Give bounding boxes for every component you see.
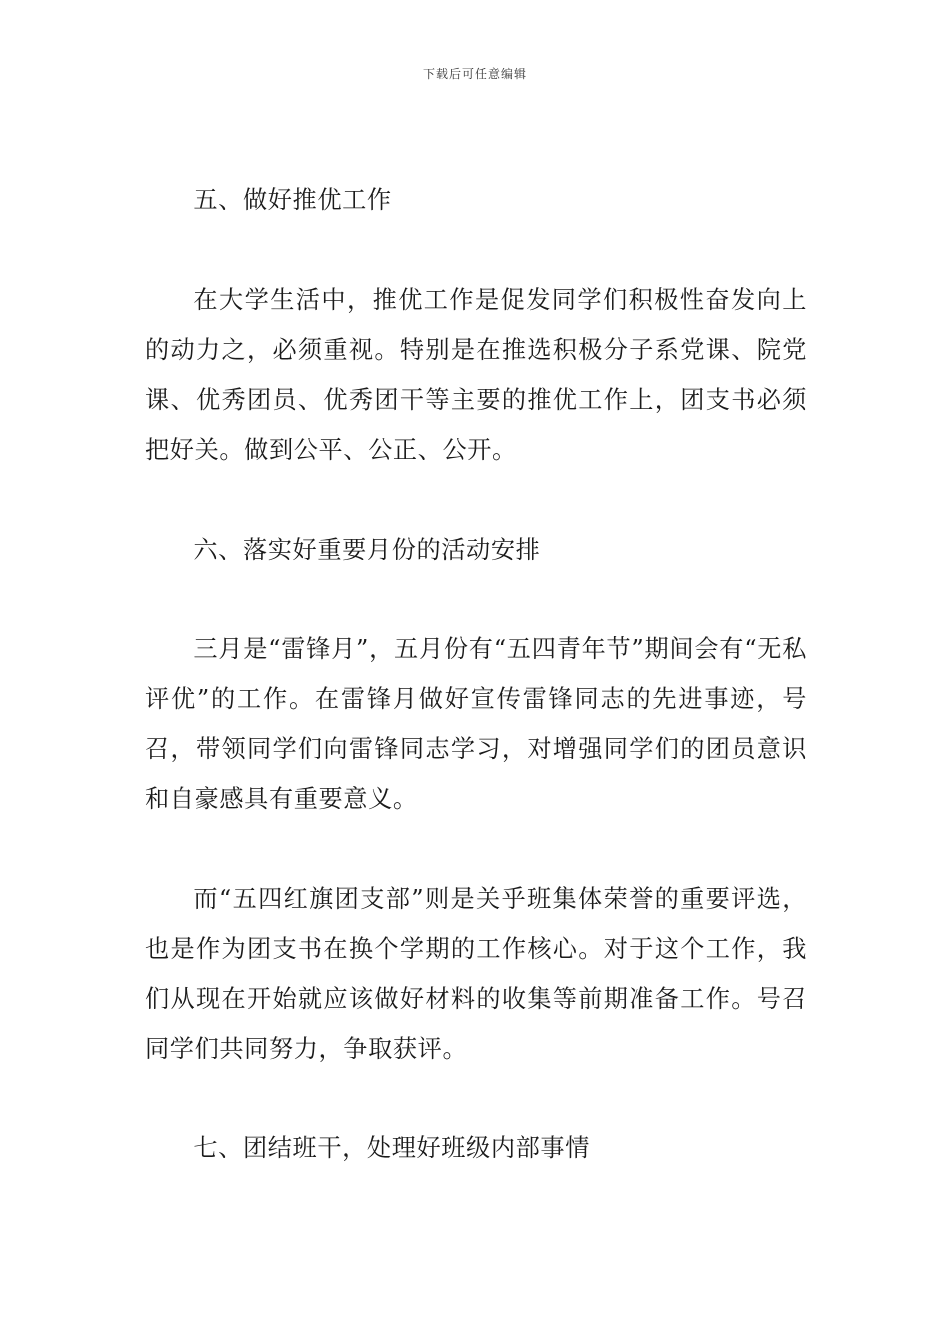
section-heading-seven: 七、团结班干，处理好班级内部事情 xyxy=(193,1134,590,1162)
paragraph-recommend-excellence: 在大学生活中，推优工作是促发同学们积极性奋发向上的动力之，必须重视。特别是在推选积极分子系党课、院党课、优秀团员、优秀团干等主要的推优工作上，团支书必须把好关。做到公平、公正、公开。 xyxy=(145,286,807,464)
page-header: 下载后可任意编辑 xyxy=(422,67,527,81)
section-heading-five: 五、做好推优工作 xyxy=(193,186,392,214)
section-heading-six: 六、落实好重要月份的活动安排 xyxy=(193,536,541,564)
paragraph-red-flag-branch: 而“五四红旗团支部”则是关乎班集体荣誉的重要评选，也是作为团支书在换个学期的工作核心。对于这个工作，我们从现在开始就应该做好材料的收集等前期准备工作。号召同学们共同努力，争取获评。 xyxy=(145,885,807,1063)
paragraph-lei-feng-month: 三月是“雷锋月”，五月份有“五四青年节”期间会有“无私评优”的工作。在雷锋月做好宣传雷锋同志的先进事迹，号召，带领同学们向雷锋同志学习，对增强同学们的团员意识和自豪感具有重要意义。 xyxy=(145,635,807,813)
